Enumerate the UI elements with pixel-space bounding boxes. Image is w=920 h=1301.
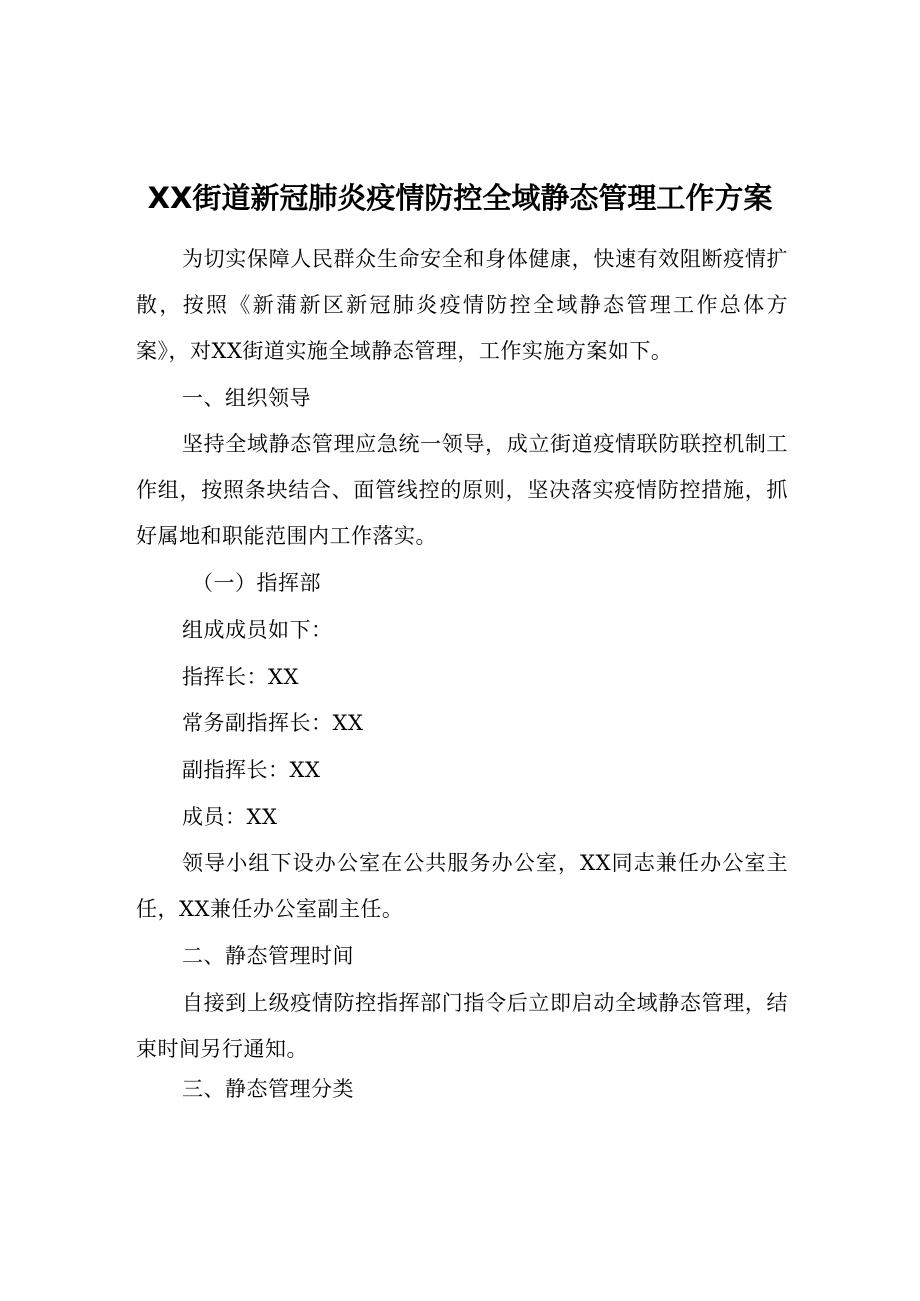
members-line: 成员：XX <box>182 805 278 829</box>
section-heading-classification: 三、静态管理分类 <box>182 1077 354 1101</box>
subsection-heading-command: （一）指挥部 <box>192 571 321 595</box>
deputy-line: 副指挥长：XX <box>182 758 321 782</box>
office-paragraph: 领导小组下设办公室在公共服务办公室，XX同志兼任办公室主任，XX兼任办公室副主任。 <box>136 851 788 921</box>
time-paragraph: 自接到上级疫情防控指挥部门指令后立即启动全域静态管理，结束时间另行通知。 <box>136 991 788 1061</box>
organization-paragraph: 坚持全域静态管理应急统一领导，成立街道疫情联防联控机制工作组，按照条块结合、面管线控的原则，坚决落实疫情防控措施，抓好属地和职能范围内工作落实。 <box>136 432 788 548</box>
document-title: XX街道新冠肺炎疫情防控全域静态管理工作方案 <box>147 181 773 215</box>
members-intro: 组成成员如下： <box>182 618 333 642</box>
executive-deputy-line: 常务副指挥长：XX <box>182 711 364 735</box>
intro-paragraph: 为切实保障人民群众生命安全和身体健康，快速有效阻断疫情扩散，按照《新蒲新区新冠肺炎疫情防控全域静态管理工作总体方案》，对XX街道实施全域静态管理，工作实施方案如下。 <box>136 247 788 363</box>
section-heading-time: 二、静态管理时间 <box>182 944 354 968</box>
section-heading-organization: 一、组织领导 <box>182 386 311 410</box>
commander-line: 指挥长：XX <box>182 665 299 689</box>
